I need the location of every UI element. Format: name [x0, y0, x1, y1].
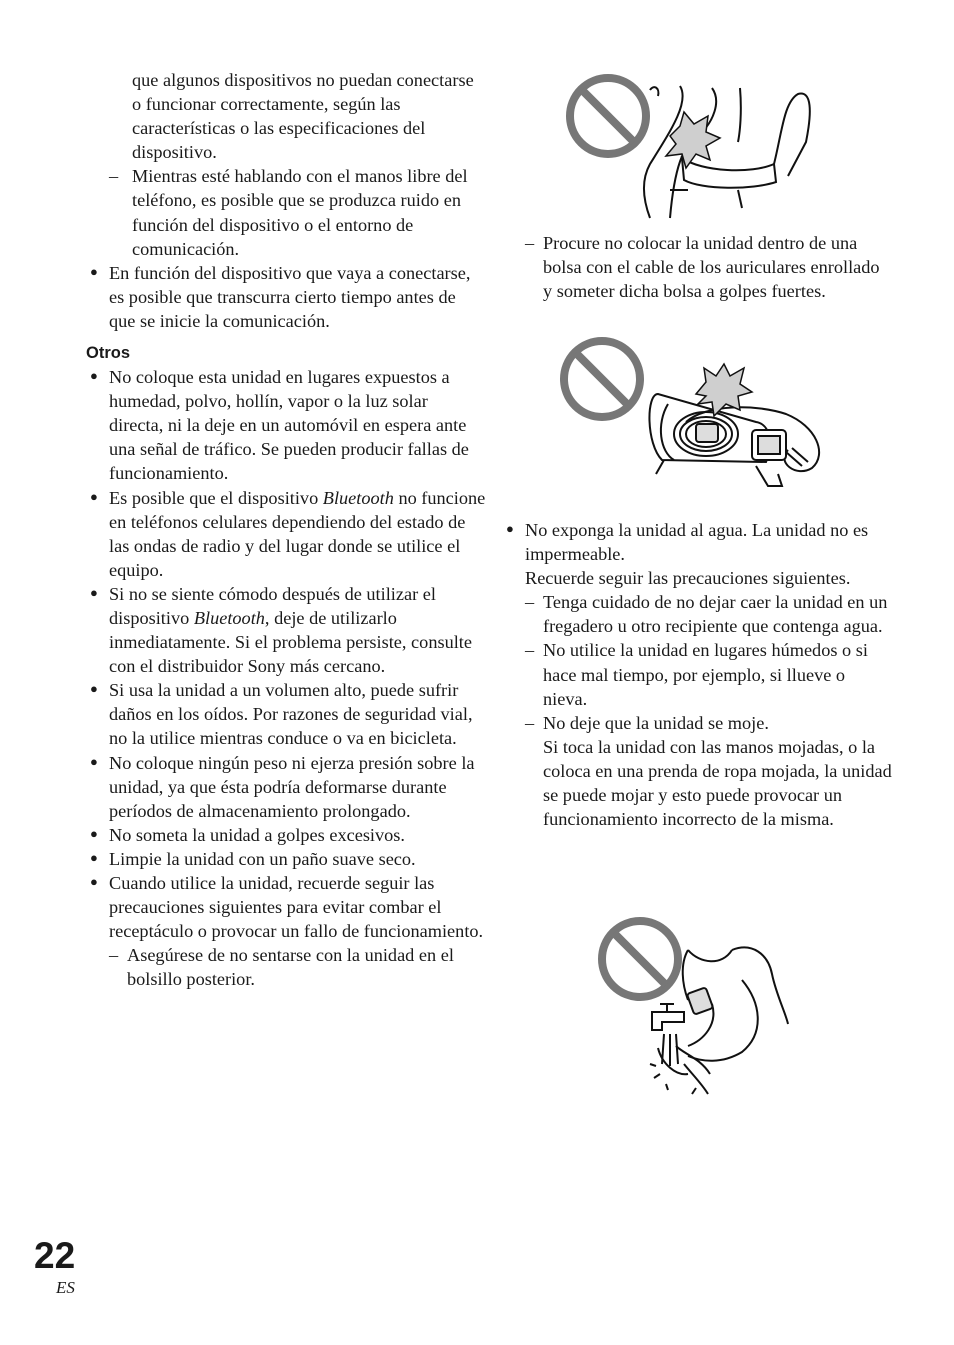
dash-item-bag — [525, 231, 892, 303]
dash-item-handsfree — [109, 164, 486, 260]
prohibition-icon — [570, 78, 646, 154]
bullet-discomfort — [86, 582, 486, 678]
dash-item-wrapper — [86, 164, 486, 260]
sub-dash-wrapper — [502, 590, 892, 831]
bullet-placement — [86, 365, 486, 485]
bullet-text: No coloque esta unidad en lugares expuestos a humedad, polvo, hollín, vapor o la luz solar directa, ni la deje en un automóvil en espera ante una señal de tráfico. Se pueden producir fallas de funcionamiento. — [109, 367, 469, 484]
dash-item-pocket — [109, 943, 486, 991]
bullet-text: Si no se siente cómodo después de utilizar el dispositivo — [109, 583, 436, 628]
language-code: ES — [56, 1278, 75, 1297]
prohibition-icon — [602, 921, 678, 997]
bullet-text: En función del dispositivo que vaya a conectarse, es posible que transcurra cierto tiempo antes de que se inicie la comunicación. — [109, 262, 471, 331]
dash-text: Mientras esté hablando con el manos libre del teléfono, es posible que se produzca ruido en función del dispositivo o el entorno de comunicación. — [132, 166, 468, 259]
dash-text: Asegúrese de no sentarse con la unidad en el bolsillo posterior. — [127, 945, 454, 990]
page-number: 22 — [34, 1235, 76, 1276]
dash-text: No deje que la unidad se moje. — [543, 712, 769, 733]
section-heading-otros: Otros — [86, 344, 131, 363]
person-washing-icon — [650, 947, 788, 1094]
right-column-top — [502, 231, 892, 303]
bullet-precautions — [86, 871, 486, 943]
dash-text: Tenga cuidado de no dejar caer la unidad en un fregadero u otro recipiente que contenga agua. — [543, 592, 888, 637]
dash-text: Procure no colocar la unidad dentro de una bolsa con el cable de los auriculares enrollado y someter dicha bolsa a golpes fuertes. — [543, 233, 880, 302]
bullet-shocks — [86, 823, 486, 847]
dash-item-sink — [525, 590, 892, 638]
bullet-text: No coloque ningún peso ni ejerza presión sobre la unidad, ya que ésta podría deformarse durante períodos de almacenamiento prolongado. — [109, 752, 475, 821]
bullet-text: no funcione en teléfonos celulares dependiendo del estado de las ondas de radio y del lugar donde se utilice el equipo. — [109, 487, 486, 580]
illustration-bag-cable — [556, 334, 836, 504]
bluetooth-term: Bluetooth — [193, 607, 265, 628]
bullet-text: No someta la unidad a golpes excesivos. — [109, 824, 405, 845]
sub-dash-wrapper — [86, 943, 486, 991]
bullet-water — [502, 518, 892, 566]
bluetooth-term: Bluetooth — [322, 487, 394, 508]
bullet-text: , deje de utilizarlo inmediatamente. Si el problema persiste, consulte con el distribuidor Sony más cercano. — [109, 607, 472, 677]
dash-text-more: Si toca la unidad con las manos mojadas, o la coloca en una prenda de ropa mojada, la unidad se puede mojar y esto puede provocar un funcionamiento incorrecto de la misma. — [543, 736, 892, 830]
dash-text: No utilice la unidad en lugares húmedos o si hace mal tiempo, por ejemplo, si llueve o nieva. — [543, 640, 868, 709]
continued-text: que algunos dispositivos no puedan conectarse o funcionar correctamente, según las características o las especificaciones del dispositivo. — [132, 70, 474, 163]
illustration-sitting — [562, 72, 822, 222]
bullet-weight — [86, 751, 486, 823]
impact-burst-icon — [666, 112, 720, 168]
bullet-bluetooth-cellular — [86, 486, 486, 582]
bullet-cleaning — [86, 847, 486, 871]
bullet-text: Cuando utilice la unidad, recuerde seguir las precauciones siguientes para evitar combar el receptáculo o provocar un fallo de funcionamiento. — [109, 873, 484, 942]
left-column — [86, 68, 486, 991]
right-column-water — [502, 518, 892, 831]
illustration-water — [592, 914, 802, 1104]
bullet-text: Si usa la unidad a un volumen alto, puede sufrir daños en los oídos. Por razones de seguridad vial, no la utilice mientras conduce o va en bicicleta. — [109, 680, 473, 749]
dash-item-humid — [525, 638, 892, 710]
bullet-text: No exponga la unidad al agua. La unidad no es impermeable. — [525, 520, 869, 565]
water-follow-text: Recuerde seguir las precauciones siguientes. — [525, 568, 851, 589]
bullet-text: Limpie la unidad con un paño suave seco. — [109, 848, 416, 869]
bullet-volume — [86, 678, 486, 750]
bullet-text: Es posible que el dispositivo — [109, 487, 323, 508]
sub-dash-wrapper — [502, 231, 892, 303]
prohibition-icon — [564, 341, 640, 417]
bullet-communication — [86, 261, 486, 333]
dash-item-wet — [525, 711, 892, 831]
